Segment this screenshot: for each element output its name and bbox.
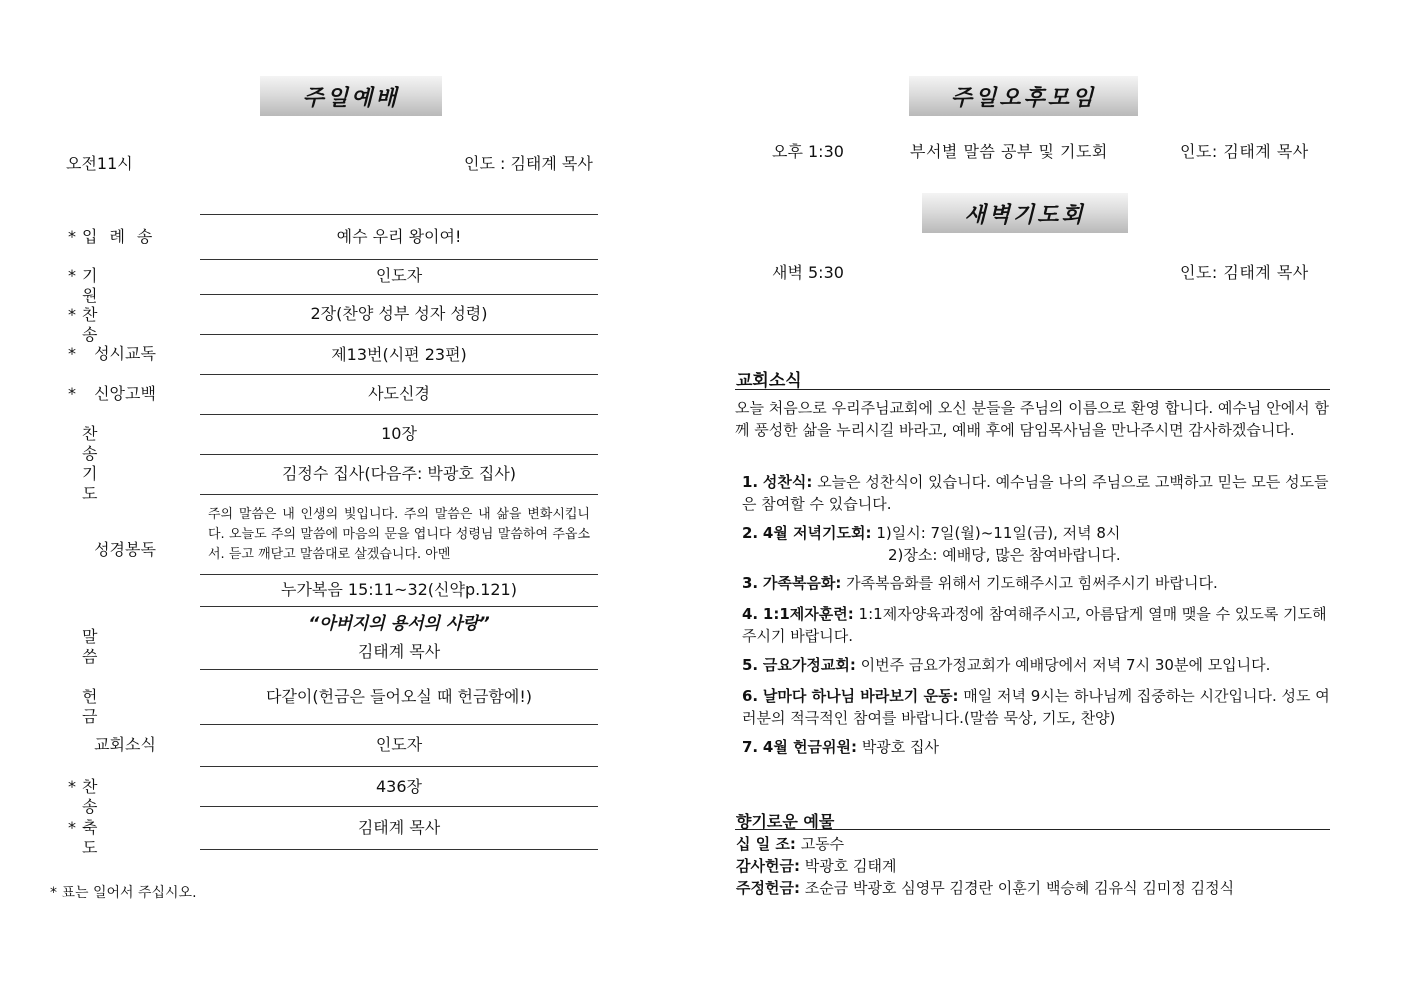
standing-footnote: * 표는 일어서 주십시오. <box>50 885 197 901</box>
news-item-1 <box>742 471 1330 515</box>
offering-rule <box>735 829 1330 830</box>
news-item-number: 1. <box>742 473 759 491</box>
order-label-text: 찬송 <box>82 305 138 344</box>
news-item-title: 1:1제자훈련: <box>762 605 854 623</box>
table-rule <box>200 849 598 850</box>
afternoon-meeting-title: 주일오후모임 <box>909 76 1138 116</box>
offering-row <box>736 877 1234 899</box>
order-value: 제13번(시편 23편) <box>331 345 467 364</box>
order-label-text: 교회소식 <box>94 735 156 754</box>
order-label-text: 찬송 <box>82 424 138 463</box>
news-item-number: 2. <box>742 524 759 542</box>
news-item-number: 4. <box>742 605 759 623</box>
order-value-secondary: 누가복음 15:11~32(신약p.121) <box>281 580 517 599</box>
order-label <box>68 384 168 404</box>
news-item-number: 7. <box>742 738 759 756</box>
offering-label: 십 일 조: <box>736 835 796 853</box>
worship-leader: 인도 : 김태계 목사 <box>464 154 593 173</box>
order-value: 436장 <box>376 777 422 796</box>
worship-time: 오전11시 <box>66 154 133 173</box>
order-value: 2장(찬양 성부 성자 성령) <box>310 304 488 323</box>
dawn-leader: 인도: 김태계 목사 <box>1180 263 1309 282</box>
afternoon-leader: 인도: 김태계 목사 <box>1180 142 1309 161</box>
news-item-title: 가족복음화: <box>762 574 842 592</box>
table-rule <box>200 454 598 455</box>
standing-mark: * <box>68 344 76 363</box>
table-rule <box>200 669 598 670</box>
church-news-heading: 교회소식 <box>736 371 802 391</box>
order-label <box>68 464 168 503</box>
news-item-title: 4월 헌금위원: <box>762 738 858 756</box>
table-rule <box>200 766 598 767</box>
dawn-prayer-title: 새벽기도회 <box>922 193 1128 233</box>
sunday-worship-title: 주일예배 <box>260 76 442 116</box>
news-item-number: 3. <box>742 574 759 592</box>
news-item-2-line2: 2)장소: 예배당, 많은 참여바랍니다. <box>888 546 1121 564</box>
order-value: “아버지의 용서의 사랑” <box>308 614 490 634</box>
table-rule <box>200 574 598 575</box>
order-value: 주의 말씀은 내 인생의 빛입니다. 주의 말씀은 내 삶을 변화시킵니다. 오늘도 주의 말씀에 마음의 문을 엽니다 성령님 말씀하여 주옵소서. 듣고 깨닫고 말씀대로 살겠습니다. 아멘 <box>208 507 590 562</box>
order-value-secondary: 김태계 목사 <box>357 642 441 661</box>
table-rule <box>200 294 598 295</box>
order-label-text: 헌금 <box>82 687 138 726</box>
news-item-number: 5. <box>742 656 759 674</box>
news-item-title: 성찬식: <box>762 473 813 491</box>
news-item-title: 날마다 하나님 바라보기 운동: <box>762 687 959 705</box>
news-item-text: 오늘은 성찬식이 있습니다. 예수님을 나의 주님으로 고백하고 믿는 모든 성도들은 참여할 수 있습니다. <box>742 473 1329 513</box>
order-label-text: 기원 <box>82 266 138 305</box>
standing-mark: * <box>68 266 76 285</box>
order-label <box>68 627 168 666</box>
order-label <box>68 227 168 247</box>
news-item-text: 1:1제자양육과정에 참여해주시고, 아름답게 열매 맺을 수 있도록 기도해 주시기 바랍니다. <box>742 605 1327 645</box>
news-item-7 <box>742 736 1330 758</box>
offering-value: 박광호 김태계 <box>804 857 897 875</box>
order-label <box>68 687 168 726</box>
order-label <box>68 818 168 857</box>
order-label-text: 입례송 <box>82 227 165 246</box>
news-item-text: 이번주 금요가정교회가 예배당에서 저녁 7시 30분에 모입니다. <box>860 656 1271 674</box>
news-item-3 <box>742 572 1330 594</box>
order-label-text: 기도 <box>82 464 138 503</box>
order-label <box>68 305 168 344</box>
church-news-rule <box>735 389 1330 390</box>
standing-mark: * <box>68 818 76 837</box>
order-label <box>68 266 168 305</box>
standing-mark: * <box>68 384 76 403</box>
table-rule <box>200 374 598 375</box>
church-news-intro: 오늘 처음으로 우리주님교회에 오신 분들을 주님의 이름으로 환영 합니다. 예수님 안에서 함께 풍성한 삶을 누리시길 바라고, 예배 후에 담임목사님을 만나주시면 감사하겠습니다. <box>735 399 1329 439</box>
news-item-title: 4월 저녁기도회: <box>762 524 872 542</box>
news-item-text: 1)일시: 7일(월)~11일(금), 저녁 8시 <box>876 524 1121 542</box>
news-item-4 <box>742 603 1330 647</box>
table-rule <box>200 259 598 260</box>
afternoon-desc: 부서별 말씀 공부 및 기도회 <box>910 142 1108 161</box>
order-value: 예수 우리 왕이여! <box>336 227 462 246</box>
offering-heading: 향기로운 예물 <box>736 812 835 831</box>
order-label-text: 성시교독 <box>94 344 156 363</box>
news-item-text: 매일 저녁 9시는 하나님께 집중하는 시간입니다. 성도 여러분의 적극적인 참여를 바랍니다.(말씀 묵상, 기도, 찬양) <box>742 687 1330 727</box>
standing-mark: * <box>68 227 76 246</box>
news-item-text: 가족복음화를 위해서 기도해주시고 힘써주시기 바랍니다. <box>846 574 1218 592</box>
order-value: 10장 <box>381 424 417 443</box>
dawn-time: 새벽 5:30 <box>772 263 844 282</box>
order-value: 김정수 집사(다음주: 박광호 집사) <box>281 464 517 483</box>
order-value: 김태계 목사 <box>357 818 441 837</box>
news-item-title: 금요가정교회: <box>762 656 856 674</box>
news-item-2 <box>742 522 1330 544</box>
news-item-5 <box>742 654 1330 676</box>
offering-row <box>736 833 844 855</box>
offering-row <box>736 855 896 877</box>
news-item-number: 6. <box>742 687 759 705</box>
table-rule <box>200 724 598 725</box>
offering-value: 조순금 박광호 심영무 김경란 이훈기 백승혜 김유식 김미정 김정식 <box>804 879 1235 897</box>
table-rule <box>200 806 598 807</box>
table-rule <box>200 494 598 495</box>
order-label-text: 말씀 <box>82 627 138 666</box>
order-value: 인도자 <box>375 735 423 754</box>
order-label <box>68 424 168 463</box>
order-label <box>68 777 168 816</box>
order-label <box>68 540 168 560</box>
afternoon-time: 오후 1:30 <box>772 142 844 161</box>
order-value: 다같이(헌금은 들어오실 때 헌금함에!) <box>266 687 532 706</box>
table-rule <box>200 414 598 415</box>
offering-label: 주정헌금: <box>736 879 800 897</box>
order-label-text: 축도 <box>82 818 138 857</box>
standing-mark: * <box>68 777 76 796</box>
table-rule <box>200 606 598 607</box>
order-label-text: 성경봉독 <box>94 540 156 559</box>
news-item-6 <box>742 685 1330 729</box>
order-label <box>68 344 168 364</box>
table-rule <box>200 214 598 215</box>
order-value: 사도신경 <box>368 384 430 403</box>
table-rule <box>200 334 598 335</box>
order-label <box>68 735 168 755</box>
news-item-text: 박광호 집사 <box>861 738 940 756</box>
order-value: 인도자 <box>375 266 423 285</box>
order-label-text: 신앙고백 <box>94 384 156 403</box>
offering-value: 고동수 <box>800 835 845 853</box>
standing-mark: * <box>68 305 76 324</box>
order-label-text: 찬송 <box>82 777 138 816</box>
offering-label: 감사헌금: <box>736 857 800 875</box>
